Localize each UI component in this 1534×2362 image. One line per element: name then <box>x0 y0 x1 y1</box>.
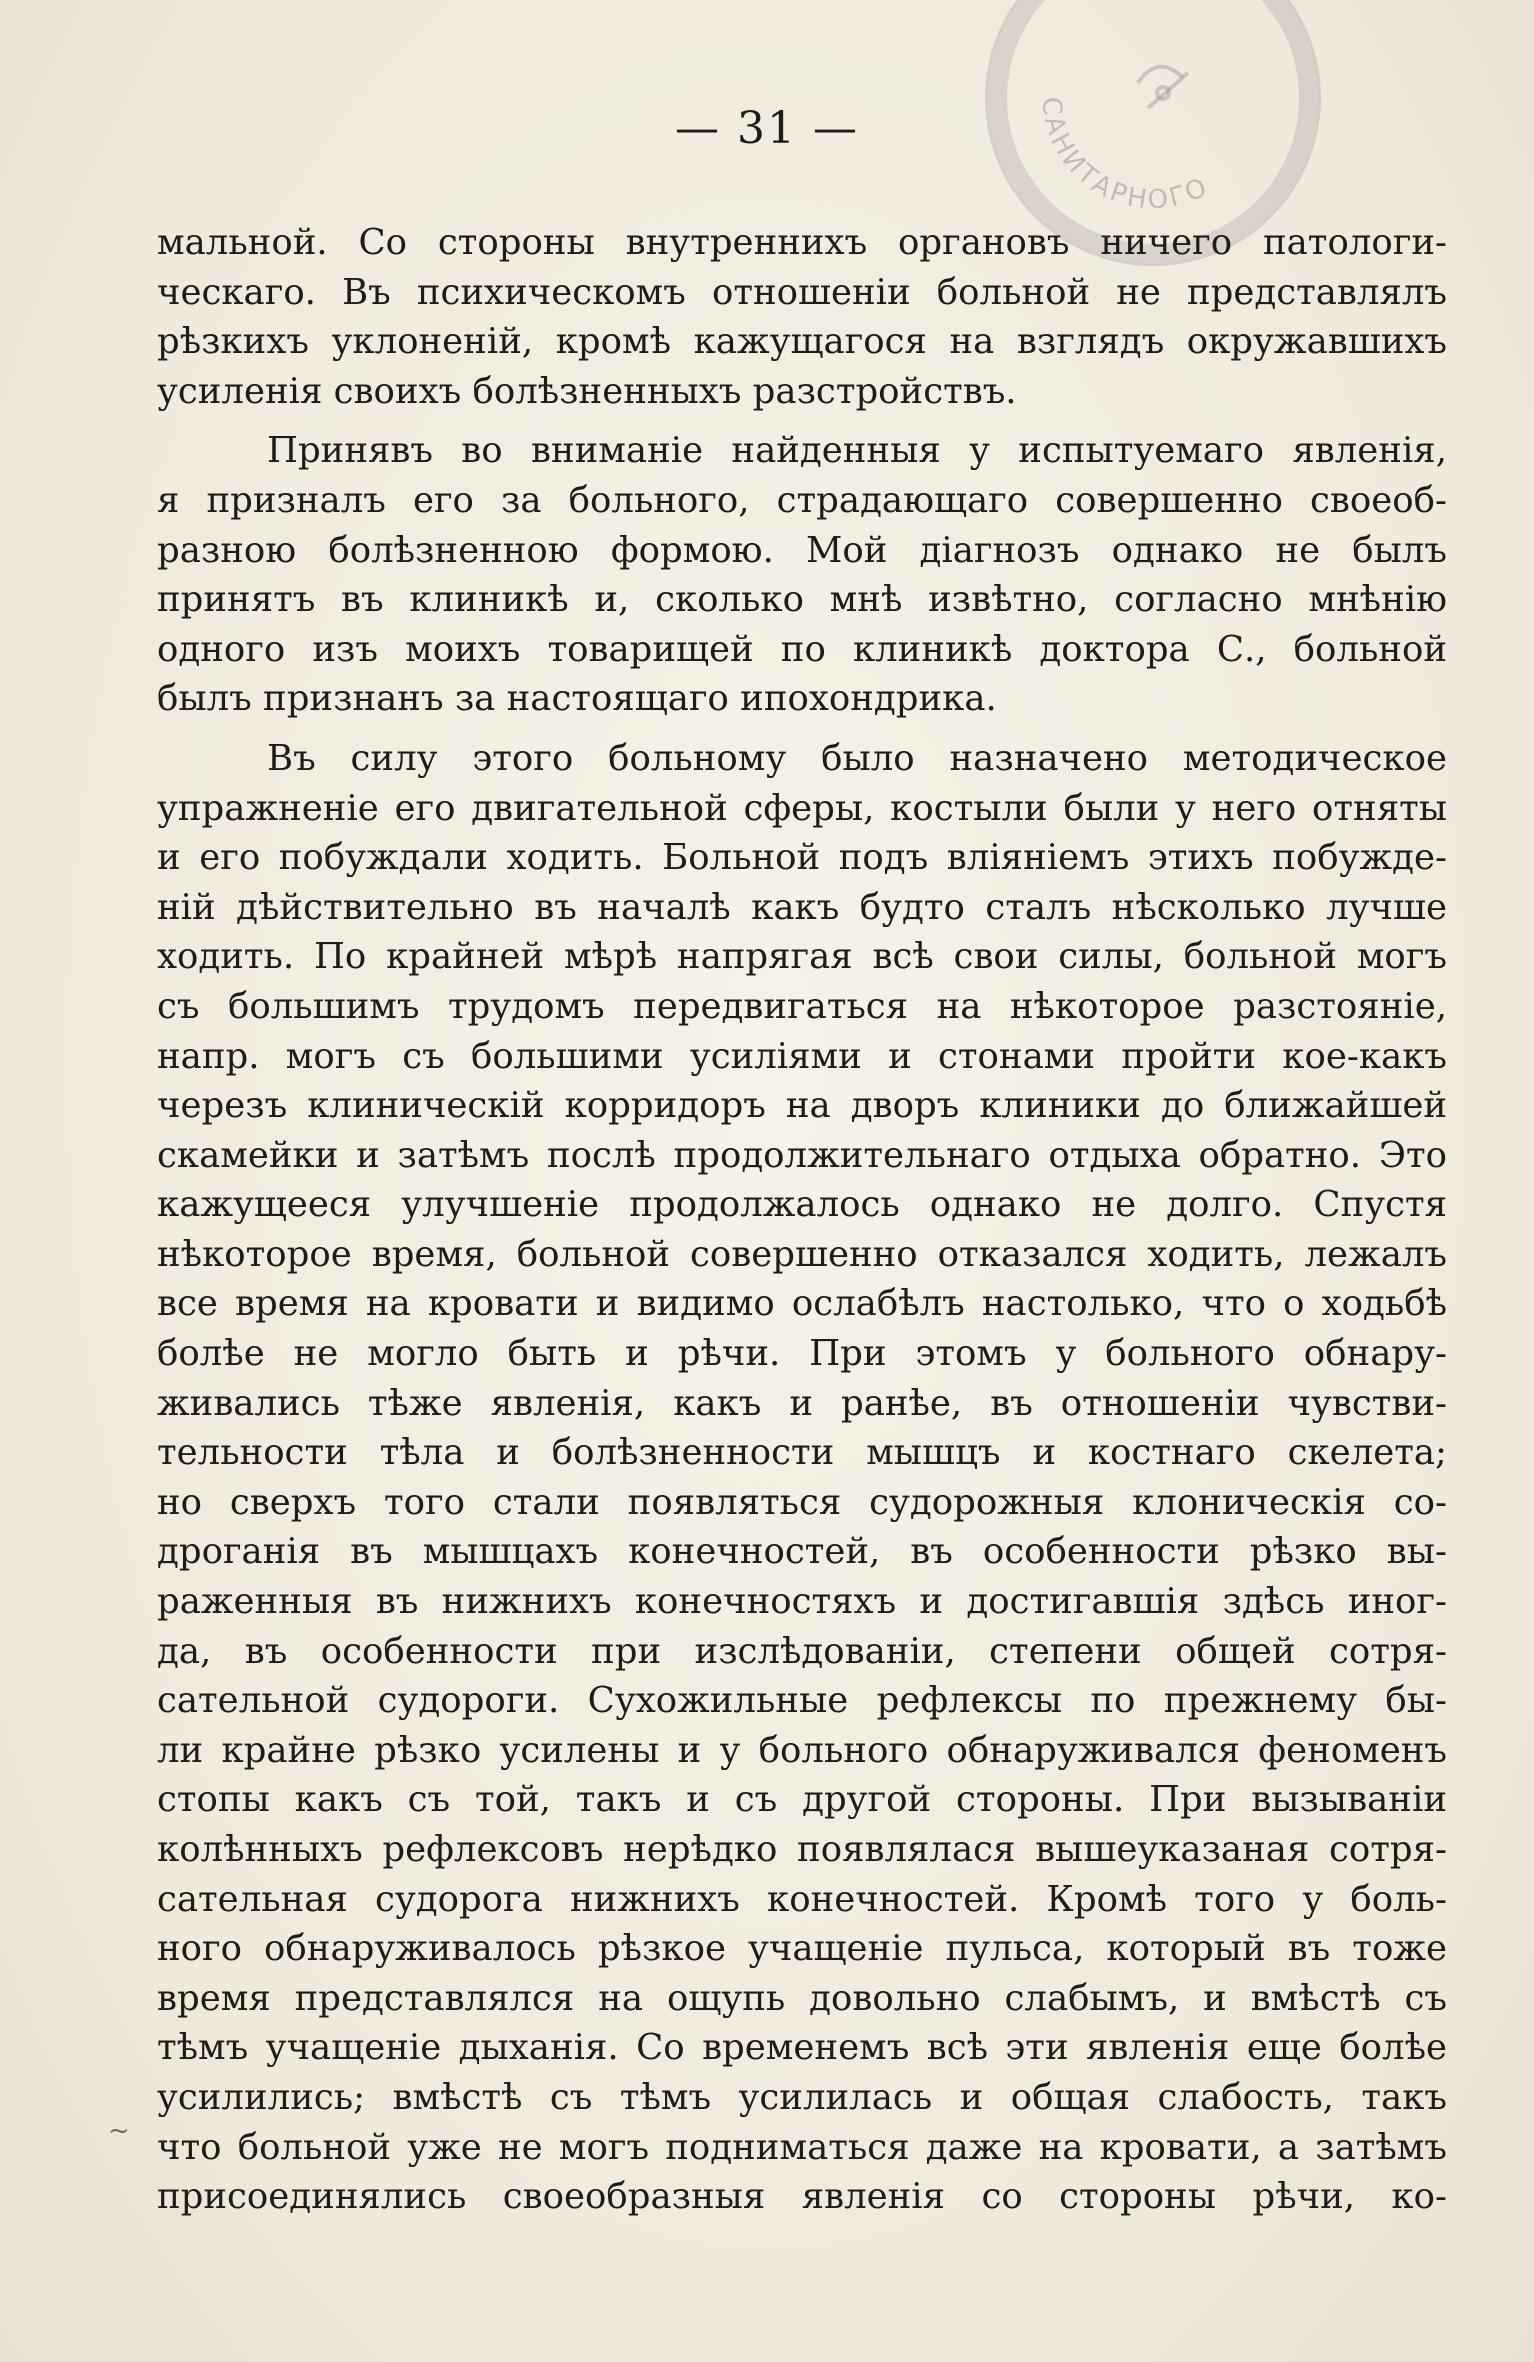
text-line: да, въ особенности при изслѣдованiи, степени общей сотря- <box>157 1630 1447 1672</box>
text-line: время представлялся на ощупь довольно слабымъ, и вмѣстѣ съ <box>157 1977 1447 2019</box>
text-line: Принявъ во вниманiе найденныя у испытуемаго явленiя, <box>267 430 1447 472</box>
page-number: — 31 — <box>675 103 859 154</box>
text-line: раженныя въ нижнихъ конечностяхъ и достигавшiя здѣсь иног- <box>157 1581 1447 1623</box>
text-line: все время на кровати и видимо ослабѣлъ настолько, что о ходьбѣ <box>157 1283 1447 1325</box>
text-line: съ большимъ трудомъ передвигаться на нѣкоторое разстоянiе, <box>157 985 1447 1027</box>
text-line: одного изъ моихъ товарищей по клиникѣ доктора С., больной <box>157 628 1447 670</box>
text-line: кажущееся улучшенiе продолжалось однако не долго. Спустя <box>157 1184 1447 1226</box>
text-line: мальной. Со стороны внутреннихъ органовъ ничего патологи- <box>157 222 1447 263</box>
text-line: я призналъ его за больного, страдающаго совершенно своеоб- <box>157 479 1447 521</box>
paragraph-3 <box>157 734 1447 2222</box>
text-line: тѣмъ учащенiе дыханiя. Со временемъ всѣ эти явленiя еще болѣе <box>157 2027 1447 2069</box>
text-line: упражненiе его двигательной сферы, костыли были у него отняты <box>157 787 1447 829</box>
paragraph-2 <box>157 426 1447 724</box>
text-line: ного обнаруживалось рѣзкое учащенiе пульса, который въ тоже <box>157 1928 1447 1970</box>
text-line: дроганiя въ мышцахъ конечностей, въ особенности рѣзко вы- <box>157 1531 1447 1573</box>
text-line: сательная судорога нижнихъ конечностей. Кромѣ того у боль- <box>157 1878 1447 1920</box>
text-line: былъ признанъ за настоящаго ипохондрика. <box>157 678 997 720</box>
body-text <box>157 218 1447 2222</box>
paragraph-1 <box>157 218 1447 416</box>
text-line: колѣнныхъ рефлексовъ нерѣдко появлялася вышеуказаная сотря- <box>157 1829 1447 1870</box>
text-line: скамейки и затѣмъ послѣ продолжительнаго отдыха обратно. Это <box>157 1134 1447 1176</box>
text-line: усилились; вмѣстѣ съ тѣмъ усилилась и общая слабость, такъ <box>157 2076 1447 2118</box>
svg-text:САНИТАРНОГО: САНИТАРНОГО <box>1035 95 1215 216</box>
text-line: присоединялись своеобразныя явленiя со стороны рѣчи, ко- <box>157 2176 1447 2218</box>
text-line: и его побуждали ходить. Больной подъ влiянiемъ этихъ побужде- <box>157 837 1447 879</box>
text-line: ли крайне рѣзко усилены и у больного обнаруживался феноменъ <box>157 1729 1447 1771</box>
text-line: нѣкоторое время, больной совершенно отказался ходить, лежалъ <box>157 1233 1447 1275</box>
text-line: ходить. По крайней мѣрѣ напрягая всѣ свои силы, больной могъ <box>157 936 1447 978</box>
text-line: черезъ клиническiй корридоръ на дворъ клиники до ближайшей <box>157 1085 1447 1127</box>
text-line: усиленiя своихъ болѣзненныхъ разстройствъ. <box>157 370 1017 412</box>
text-line: но сверхъ того стали появляться судорожныя клоническiя со- <box>157 1481 1447 1523</box>
text-line: стопы какъ съ той, такъ и съ другой стороны. При вызыванiи <box>157 1779 1447 1821</box>
text-line: разною болѣзненною формою. Мой дiагнозъ однако не былъ <box>157 529 1447 571</box>
text-line: принятъ въ клиникѣ и, сколько мнѣ извѣтно, согласно мнѣнiю <box>157 579 1447 621</box>
text-line: живались тѣже явленiя, какъ и ранѣе, въ отношенiи чувстви- <box>157 1382 1447 1424</box>
text-line: напр. могъ съ большими усилiями и стонами пройти кое-какъ <box>157 1035 1447 1077</box>
text-line: нiй дѣйствительно въ началѣ какъ будто сталъ нѣсколько лучше <box>157 886 1447 928</box>
text-line: рѣзкихъ уклоненiй, кромѣ кажущагося на взглядъ окружавшихъ <box>157 321 1447 363</box>
text-line: Въ силу этого больному было назначено методическое <box>267 737 1447 779</box>
text-line: что больной уже не могъ подниматься даже на кровати, а затѣмъ <box>157 2126 1447 2168</box>
text-line: болѣе не могло быть и рѣчи. При этомъ у больного обнару- <box>157 1333 1447 1375</box>
text-line: сательной судороги. Сухожильные рефлексы по прежнему бы- <box>157 1680 1447 1722</box>
text-line: ческаго. Въ психическомъ отношенiи больной не представлялъ <box>157 271 1447 313</box>
text-line: тельности тѣла и болѣзненности мышцъ и костнаго скелета; <box>157 1432 1447 1474</box>
margin-mark: ~ <box>108 2116 130 2146</box>
